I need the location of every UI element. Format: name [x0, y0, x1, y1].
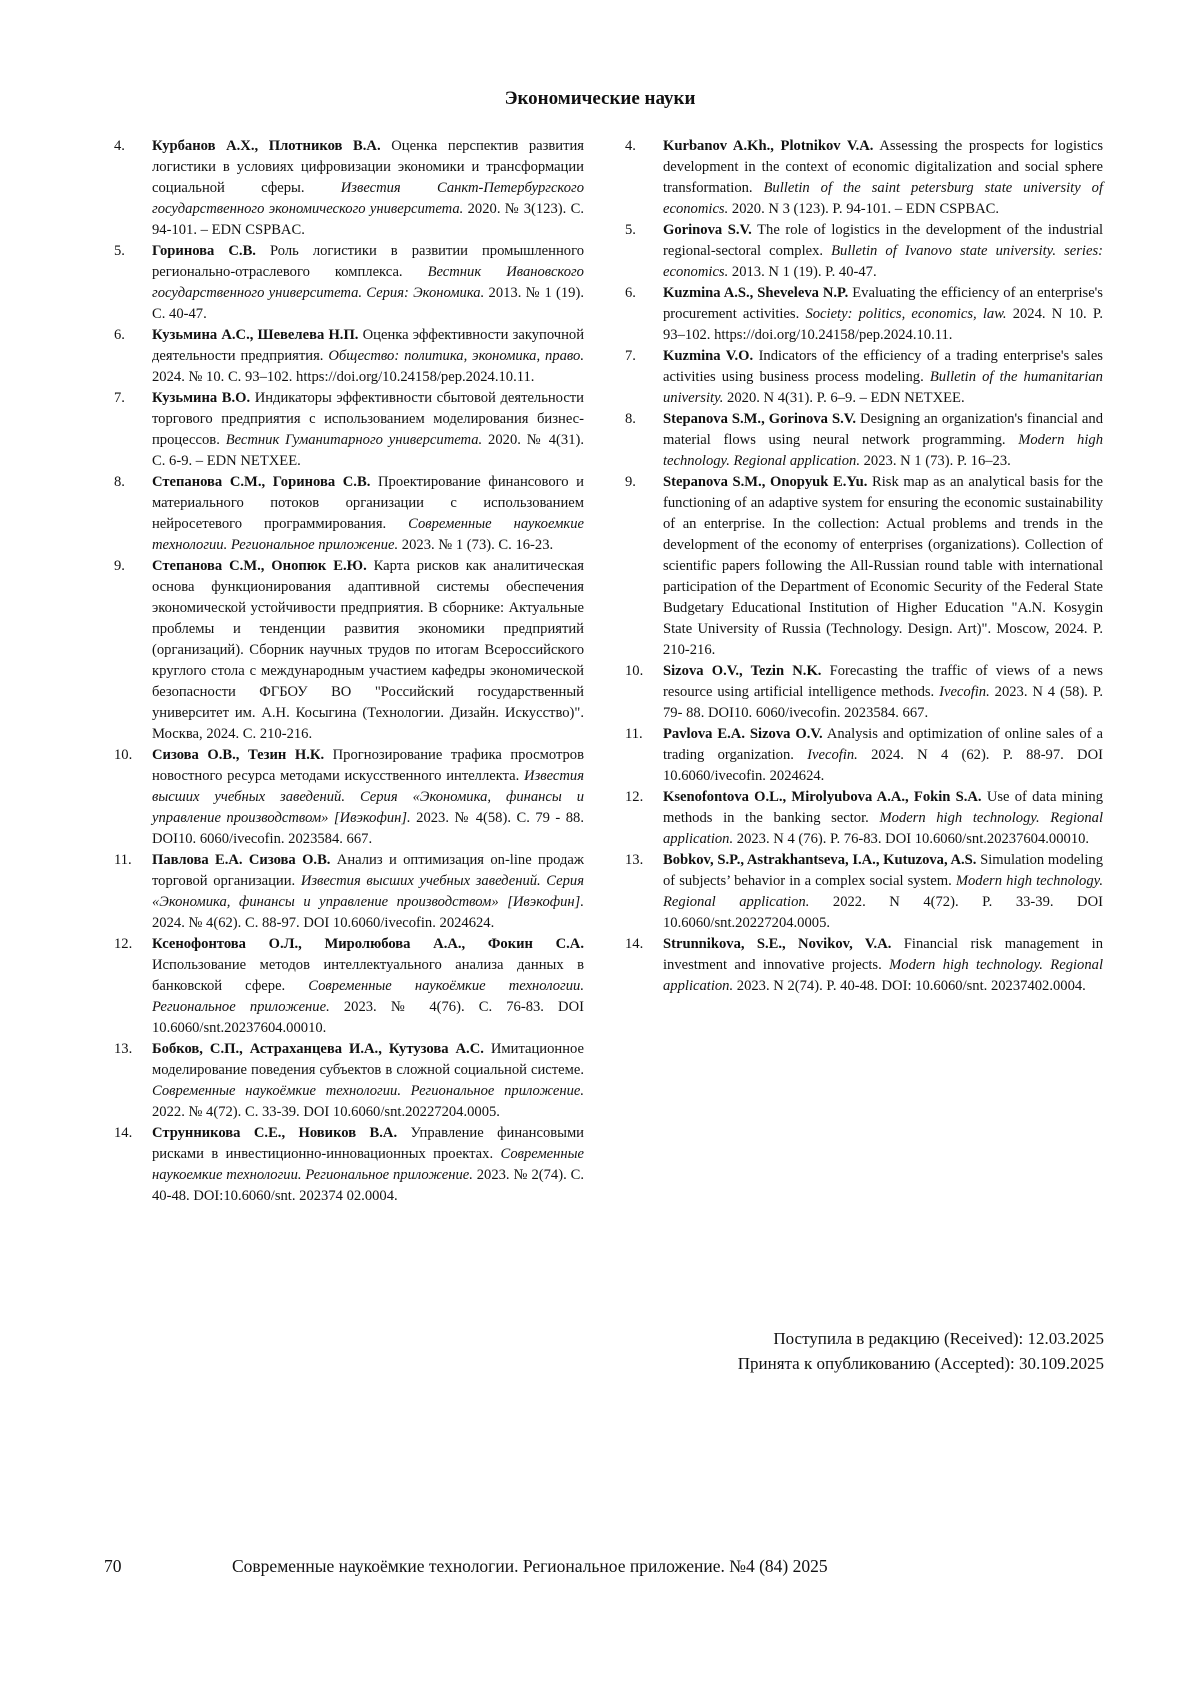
reference-source: Современные наукоёмкие технологии. Региональное приложение. — [152, 1083, 584, 1099]
reference-item — [625, 661, 1103, 724]
reference-text — [663, 138, 1103, 217]
reference-source: Bulletin of the humanitarian university. — [663, 369, 1103, 406]
reference-item — [114, 1123, 584, 1207]
reference-details: 2020. № 3(123). С. 94-101. – EDN CSPBAC. — [152, 201, 584, 238]
reference-item — [625, 724, 1103, 787]
reference-details: 2022. N 4(72). P. 33-39. DOI 10.6060/snt.20227204.0005. — [663, 894, 1103, 931]
reference-item — [114, 325, 584, 388]
reference-number: 6. — [625, 285, 636, 301]
reference-details: 2022. № 4(72). С. 33-39. DOI 10.6060/snt.20227204.0005. — [152, 1104, 500, 1120]
reference-title: Risk map as an analytical basis for the functioning of an adaptive system for ensuring the economic sustainability of an enterprise. In the collection: Actual problems and trends in the development of the economy of enterprises (organizations). Collection of scientific papers following the All-Russian round table with international participation of the Department of Economic Security of the Federal State Budgetary Educational Institution of Higher Education "A.N. Kosygin State University of Russia (Technology. Design. Art)". Moscow, 2024. P. 210-216. — [663, 474, 1104, 658]
reference-item — [114, 241, 584, 325]
reference-authors: Pavlova E.A. Sizova O.V. — [663, 726, 823, 742]
reference-number: 10. — [114, 747, 133, 763]
reference-text — [152, 327, 584, 385]
reference-details: 2024. № 10. С. 93–102. https://doi.org/10.24158/pep.2024.10.11. — [152, 369, 535, 385]
reference-authors: Струнникова С.Е., Новиков В.А. — [152, 1125, 398, 1141]
reference-title: Оценка перспектив развития логистики в условиях цифровизации экономики и трансформации социальной сферы. — [152, 138, 584, 196]
reference-authors: Кузьмина В.О. — [152, 390, 251, 406]
reference-item — [625, 220, 1103, 283]
reference-details: 2013. № 1 (19). С. 40-47. — [152, 285, 584, 322]
reference-authors: Ксенофонтова О.Л., Миролюбова А.А., Фокин С.А. — [152, 936, 584, 952]
reference-details: 2020. N 4(31). P. 6–9. – EDN NETXEE. — [723, 390, 965, 406]
reference-details: 2023. N 4 (76). P. 76-83. DOI 10.6060/snt.20237604.00010. — [733, 831, 1090, 847]
reference-source: Society: politics, economics, law. — [805, 306, 1007, 322]
reference-source: Ivecofin. — [939, 684, 990, 700]
reference-number: 9. — [114, 558, 125, 574]
reference-authors: Bobkov, S.P., Astrakhantseva, I.A., Kutuzova, A.S. — [663, 852, 977, 868]
reference-details: 2024. № 4(62). С. 88-97. DOI 10.6060/ivecofin. 2024624. — [152, 915, 495, 931]
reference-title: Индикаторы эффективности сбытовой деятельности торгового предприятия с использованием моделирования бизнес-процессов. — [152, 390, 584, 448]
reference-authors: Горинова С.В. — [152, 243, 256, 259]
reference-text — [152, 1125, 584, 1204]
reference-source: Modern high technology. Regional application. — [663, 957, 1104, 994]
reference-title: Проектирование финансового и материального потоков организации с использованием нейросетевого программирования. — [152, 474, 584, 532]
reference-source: Общество: политика, экономика, право. — [328, 348, 585, 364]
reference-item — [625, 850, 1103, 934]
reference-title: Assessing the prospects for logistics development in the context of economic digitalization and social sphere transformation. — [663, 138, 1103, 196]
reference-text — [152, 1041, 584, 1120]
reference-text — [663, 789, 1103, 847]
reference-text — [152, 390, 584, 469]
reference-number: 10. — [625, 663, 644, 679]
reference-details: 2023. № 4(58). С. 79 - 88. DOI10. 6060/ivecofin. 2023584. 667. — [152, 810, 584, 847]
reference-details: 2020. № 4(31). С. 6-9. – EDN NETXEE. — [152, 432, 584, 469]
reference-item — [114, 388, 584, 472]
reference-details: 2023. № 4(76). С. 76-83. DOI 10.6060/snt.20237604.00010. — [152, 999, 584, 1036]
reference-item — [114, 136, 584, 241]
reference-source: Modern high technology. Regional application. — [663, 810, 1103, 847]
reference-title: Прогнозирование трафика просмотров новостного ресурса методами искусственного интеллекта. — [152, 747, 584, 784]
reference-text — [663, 663, 1103, 721]
reference-details: 2020. N 3 (123). P. 94-101. – EDN CSPBAC. — [728, 201, 1000, 217]
reference-number: 13. — [114, 1041, 133, 1057]
reference-authors: Курбанов А.Х., Плотников В.А. — [152, 138, 381, 154]
reference-title: Использование методов интеллектуального анализа данных в банковской сфере. — [152, 957, 584, 994]
reference-item — [625, 283, 1103, 346]
reference-item — [625, 934, 1103, 997]
reference-number: 4. — [625, 138, 636, 154]
reference-item — [625, 409, 1103, 472]
reference-authors: Stepanova S.M., Gorinova S.V. — [663, 411, 857, 427]
reference-text — [152, 474, 584, 553]
reference-source: Известия высших учебных заведений. Серия «Экономика, финансы и управление производством» [Ивэкофин]. — [152, 768, 584, 826]
reference-source: Modern high technology. Regional application. — [663, 432, 1103, 469]
reference-title: Имитационное моделирование поведения субъектов в сложной социальной системе. — [152, 1041, 584, 1078]
reference-title: Simulation modeling of subjects’ behavior in a complex social system. — [663, 852, 1103, 889]
reference-authors: Павлова Е.А. Сизова О.В. — [152, 852, 331, 868]
reference-details: 2023. N 4 (58). P. 79- 88. DOI10. 6060/ivecofin. 2023584. 667. — [663, 684, 1103, 721]
reference-text — [663, 348, 1103, 406]
reference-source: Вестник Ивановского государственного университета. Серия: Экономика. — [152, 264, 584, 301]
reference-source: Bulletin of the saint petersburg state university of economics. — [663, 180, 1104, 217]
reference-source: Современные наукоемкие технологии. Региональное приложение. — [152, 516, 584, 553]
references-russian — [114, 136, 584, 1207]
reference-authors: Степанова С.М., Онопюк Е.Ю. — [152, 558, 367, 574]
reference-number: 12. — [625, 789, 644, 805]
reference-details: 2023. № 1 (73). С. 16-23. — [398, 537, 554, 553]
reference-details: 2023. № 2(74). С. 40-48. DOI:10.6060/snt. 202374 02.0004. — [152, 1167, 584, 1204]
section-title: Экономические науки — [504, 88, 696, 109]
page-number: 70 — [104, 1556, 122, 1576]
reference-authors: Ksenofontova O.L., Mirolyubova A.A., Fokin S.A. — [663, 789, 982, 805]
reference-number: 8. — [114, 474, 125, 490]
reference-number: 7. — [625, 348, 636, 364]
reference-source: Известия высших учебных заведений. Серия «Экономика, финансы и управление производством» [Ивэкофин]. — [152, 873, 584, 910]
reference-number: 13. — [625, 852, 644, 868]
reference-text — [663, 936, 1103, 994]
reference-source: Modern high technology. Regional application. — [663, 873, 1103, 910]
reference-details: 2024. N 10. P. 93–102. https://doi.org/10.24158/pep.2024.10.11. — [663, 306, 1104, 343]
reference-text — [663, 474, 1103, 658]
reference-source: Современные наукоёмкие технологии. Региональное приложение. — [152, 978, 584, 1015]
reference-title: Карта рисков как аналитическая основа функционирования адаптивной системы обеспечения экономической устойчивости предприятия. В сборнике: Актуальные проблемы и тенденции развития экономики предприятий (организаций). Сборник научных трудов по итогам Всероссийского круглого стола с международным участием кафедры экономической безопасности ФГБОУ ВО "Российский государственный университет им. А.Н. Косыгина (Технологии. Дизайн. Искусство)". Москва, 2024. С. 210-216. — [152, 558, 584, 742]
reference-text — [152, 138, 584, 238]
reference-authors: Gorinova S.V. — [663, 222, 752, 238]
accepted-date: Принята к опубликованию (Accepted): 30.109.2025 — [737, 1354, 1104, 1373]
reference-item — [625, 472, 1103, 661]
reference-item — [114, 472, 584, 556]
reference-text — [663, 222, 1103, 280]
reference-authors: Kuzmina V.O. — [663, 348, 754, 364]
reference-title: Роль логистики в развитии промышленного регионально-отраслевого комплекса. — [152, 243, 584, 280]
reference-item — [625, 136, 1103, 220]
reference-title: Analysis and optimization of online sales of a trading organization. — [663, 726, 1103, 763]
reference-number: 6. — [114, 327, 125, 343]
references-english — [625, 136, 1103, 997]
reference-number: 14. — [114, 1125, 133, 1141]
reference-title: Анализ и оптимизация on-line продаж торговой организации. — [152, 852, 584, 889]
reference-title: Indicators of the efficiency of a trading enterprise's sales activities using business process modeling. — [663, 348, 1103, 385]
reference-authors: Stepanova S.M., Onopyuk E.Yu. — [663, 474, 868, 490]
reference-text — [152, 936, 584, 1036]
reference-source: Вестник Гуманитарного университета. — [225, 432, 483, 448]
reference-text — [152, 747, 584, 847]
reference-number: 14. — [625, 936, 644, 952]
reference-title: Designing an organization's financial and material flows using neural network programming. — [663, 411, 1103, 448]
reference-authors: Sizova O.V., Tezin N.K. — [663, 663, 822, 679]
reference-number: 7. — [114, 390, 125, 406]
submission-dates — [738, 1326, 1104, 1376]
reference-details: 2024. N 4 (62). P. 88-97. DOI 10.6060/ivecofin. 2024624. — [663, 747, 1103, 784]
reference-title: Financial risk management in investment and innovative projects. — [663, 936, 1103, 973]
reference-item — [114, 1039, 584, 1123]
reference-authors: Степанова С.М., Горинова С.В. — [152, 474, 371, 490]
received-date: Поступила в редакцию (Received): 12.03.2025 — [773, 1329, 1104, 1348]
reference-number: 11. — [625, 726, 643, 742]
reference-details: 2023. N 2(74). P. 40-48. DOI: 10.6060/snt. 20237402.0004. — [733, 978, 1086, 994]
reference-authors: Kuzmina A.S., Sheveleva N.P. — [663, 285, 849, 301]
reference-text — [663, 411, 1103, 469]
reference-text — [152, 558, 584, 742]
reference-number: 11. — [114, 852, 132, 868]
reference-number: 9. — [625, 474, 636, 490]
reference-item — [114, 556, 584, 745]
reference-authors: Бобков, С.П., Астраханцева И.А., Кутузова А.С. — [152, 1041, 484, 1057]
reference-source: Известия Санкт-Петербургского государственного экономического университета. — [152, 180, 584, 217]
reference-number: 5. — [625, 222, 636, 238]
reference-title: Оценка эффективности закупочной деятельности предприятия. — [152, 327, 584, 364]
reference-authors: Strunnikova, S.E., Novikov, V.A. — [663, 936, 892, 952]
reference-title: Evaluating the efficiency of an enterprise's procurement activities. — [663, 285, 1103, 322]
reference-title: Управление финансовыми рисками в инвестиционно-инновационных проектах. — [152, 1125, 584, 1162]
reference-text — [152, 852, 584, 931]
reference-authors: Kurbanov A.Kh., Plotnikov V.A. — [663, 138, 874, 154]
reference-text — [663, 852, 1103, 931]
reference-item — [114, 850, 584, 934]
reference-title: Forecasting the traffic of views of a news resource using artificial intelligence methods. — [663, 663, 1103, 700]
reference-item — [114, 745, 584, 850]
reference-item — [625, 787, 1103, 850]
reference-number: 8. — [625, 411, 636, 427]
reference-authors: Кузьмина А.С., Шевелева Н.П. — [152, 327, 359, 343]
reference-title: The role of logistics in the development of the industrial regional-sectoral complex. — [663, 222, 1104, 259]
reference-item — [114, 934, 584, 1039]
reference-title: Use of data mining methods in the banking sector. — [663, 789, 1104, 826]
reference-source: Современные наукоемкие технологии. Региональное приложение. — [152, 1146, 584, 1183]
reference-source: Ivecofin. — [807, 747, 858, 763]
reference-text — [663, 726, 1103, 784]
reference-text — [663, 285, 1103, 343]
reference-number: 5. — [114, 243, 125, 259]
reference-source: Bulletin of Ivanovo state university. series: economics. — [663, 243, 1104, 280]
reference-number: 12. — [114, 936, 133, 952]
reference-text — [152, 243, 584, 322]
reference-details: 2013. N 1 (19). P. 40-47. — [728, 264, 877, 280]
journal-title: Современные наукоёмкие технологии. Региональное приложение. №4 (84) 2025 — [232, 1556, 828, 1576]
reference-number: 4. — [114, 138, 125, 154]
reference-item — [625, 346, 1103, 409]
reference-details: 2023. N 1 (73). P. 16–23. — [859, 453, 1011, 469]
reference-authors: Сизова О.В., Тезин Н.К. — [152, 747, 325, 763]
